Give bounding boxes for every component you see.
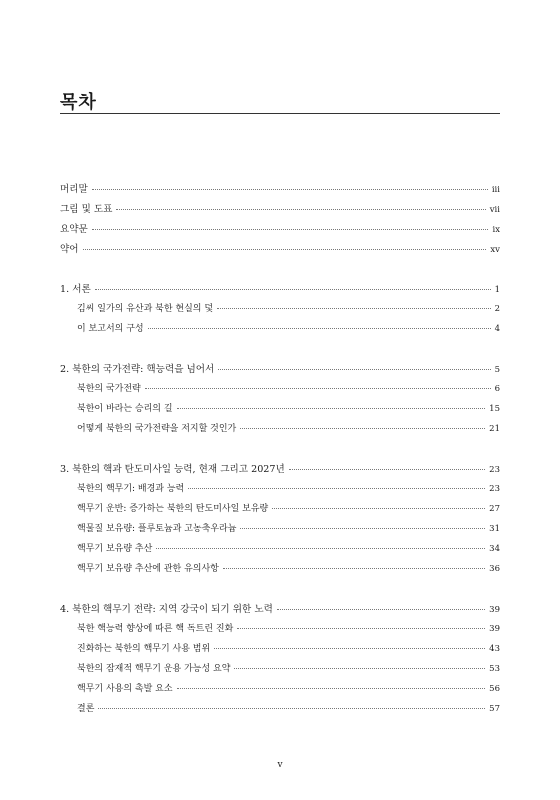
toc-entry-label: 핵무기 운반: 증가하는 북한의 탄도미사일 보유량 [77, 504, 269, 514]
toc-section-entry[interactable] [60, 541, 500, 561]
toc-entry-page: 36 [489, 564, 500, 574]
toc-entry-label: 약어 [60, 244, 79, 255]
toc-section-entry[interactable] [60, 381, 500, 401]
page-title: 목차 [60, 92, 97, 113]
toc-section-entry[interactable] [60, 661, 500, 681]
toc-entry-page: 4 [494, 324, 500, 334]
toc-chapter-entry[interactable] [60, 361, 500, 381]
toc-section-entry[interactable] [60, 621, 500, 641]
toc-entry-page: xv [490, 245, 500, 255]
dot-leader [92, 228, 489, 230]
toc-section-entry[interactable] [60, 421, 500, 441]
toc-entry-page: 53 [489, 664, 500, 674]
dot-leader [83, 248, 487, 250]
toc-section-entry[interactable] [60, 501, 500, 521]
toc-section-entry[interactable] [60, 321, 500, 341]
toc-chapter-entry[interactable] [60, 221, 500, 241]
toc-entry-page: 43 [489, 644, 500, 654]
toc-chapter-entry[interactable] [60, 201, 500, 221]
toc-section-entry[interactable] [60, 521, 500, 541]
toc-section-entry[interactable] [60, 481, 500, 501]
toc-entry-label: 4. 북한의 핵무기 전략: 지역 강국이 되기 위한 노력 [60, 604, 273, 615]
toc-entry-page: 15 [489, 404, 500, 414]
toc-entry-page: vii [489, 205, 500, 215]
toc-chapter-entry[interactable] [60, 461, 500, 481]
dot-leader [240, 427, 485, 429]
toc-entry-page: 31 [489, 524, 500, 534]
toc-entry-label: 핵무기 사용의 촉발 요소 [77, 684, 173, 694]
toc-entry-label: 어떻게 북한의 국가전략을 저지할 것인가 [77, 424, 237, 434]
toc-group [60, 361, 500, 441]
toc-entry-label: 요약문 [60, 224, 88, 235]
page-number: v [277, 760, 283, 770]
toc-entry-label: 그림 및 도표 [60, 204, 113, 215]
toc-entry-label: 머리말 [60, 184, 88, 195]
toc-entry-page: 57 [489, 704, 500, 714]
toc-entry-label: 북한의 핵무기: 배경과 능력 [77, 484, 185, 494]
dot-leader [145, 387, 491, 389]
dot-leader [95, 288, 491, 290]
toc-section-entry[interactable] [60, 681, 500, 701]
toc-entry-page: 23 [489, 465, 500, 475]
toc-group [60, 461, 500, 581]
toc-entry-page: 23 [489, 484, 500, 494]
dot-leader [234, 667, 485, 669]
toc-entry-label: 이 보고서의 구성 [77, 324, 144, 334]
dot-leader [214, 647, 485, 649]
dot-leader [92, 188, 488, 190]
toc-entry-page: 34 [489, 544, 500, 554]
toc-group [60, 281, 500, 341]
toc-entry-page: 39 [489, 605, 500, 615]
toc-section-entry[interactable] [60, 701, 500, 721]
toc-entry-label: 1. 서론 [60, 284, 91, 295]
toc-entry-page: 56 [489, 684, 500, 694]
table-of-contents [60, 181, 500, 741]
toc-entry-label: 결론 [77, 704, 95, 714]
toc-entry-page: 1 [494, 285, 500, 295]
dot-leader [148, 327, 491, 329]
toc-entry-label: 김씨 일가의 유산과 북한 현실의 덫 [77, 304, 214, 314]
toc-section-entry[interactable] [60, 401, 500, 421]
toc-section-entry[interactable] [60, 561, 500, 581]
toc-entry-label: 북한이 바라는 승리의 길 [77, 404, 173, 414]
title-divider [60, 113, 500, 114]
toc-group [60, 601, 500, 721]
dot-leader [217, 307, 491, 309]
dot-leader [116, 208, 485, 210]
toc-entry-page: ix [492, 225, 500, 235]
toc-entry-label: 2. 북한의 국가전략: 핵능력을 넘어서 [60, 364, 215, 375]
dot-leader [240, 527, 485, 529]
dot-leader [177, 407, 486, 409]
toc-entry-page: 5 [494, 365, 500, 375]
toc-section-entry[interactable] [60, 641, 500, 661]
toc-entry-label: 3. 북한의 핵과 탄도미사일 능력, 현재 그리고 2027년 [60, 464, 285, 475]
toc-entry-label: 북한 핵능력 향상에 따른 핵 독트린 진화 [77, 624, 234, 634]
toc-entry-label: 핵물질 보유량: 플루토늄과 고농축우라늄 [77, 524, 237, 534]
toc-group [60, 181, 500, 261]
toc-entry-page: 39 [489, 624, 500, 634]
toc-entry-label: 핵무기 보유량 추산 [77, 544, 153, 554]
toc-entry-page: 27 [489, 504, 500, 514]
dot-leader [223, 567, 485, 569]
toc-chapter-entry[interactable] [60, 601, 500, 621]
toc-entry-label: 북한의 잠재적 핵무기 운용 가능성 요약 [77, 664, 231, 674]
dot-leader [98, 707, 485, 709]
dot-leader [218, 368, 490, 370]
dot-leader [156, 547, 485, 549]
dot-leader [177, 687, 486, 689]
toc-entry-page: 6 [494, 384, 500, 394]
dot-leader [237, 627, 485, 629]
toc-entry-label: 진화하는 북한의 핵무기 사용 범위 [77, 644, 211, 654]
dot-leader [188, 487, 485, 489]
toc-entry-page: 2 [494, 304, 500, 314]
toc-entry-page: iii [491, 185, 500, 195]
toc-entry-label: 핵무기 보유량 추산에 관한 유의사항 [77, 564, 219, 574]
toc-chapter-entry[interactable] [60, 181, 500, 201]
toc-chapter-entry[interactable] [60, 241, 500, 261]
dot-leader [277, 608, 485, 610]
dot-leader [272, 507, 485, 509]
toc-chapter-entry[interactable] [60, 281, 500, 301]
toc-entry-label: 북한의 국가전략 [77, 384, 141, 394]
toc-entry-page: 21 [489, 424, 500, 434]
dot-leader [289, 468, 485, 470]
toc-section-entry[interactable] [60, 301, 500, 321]
